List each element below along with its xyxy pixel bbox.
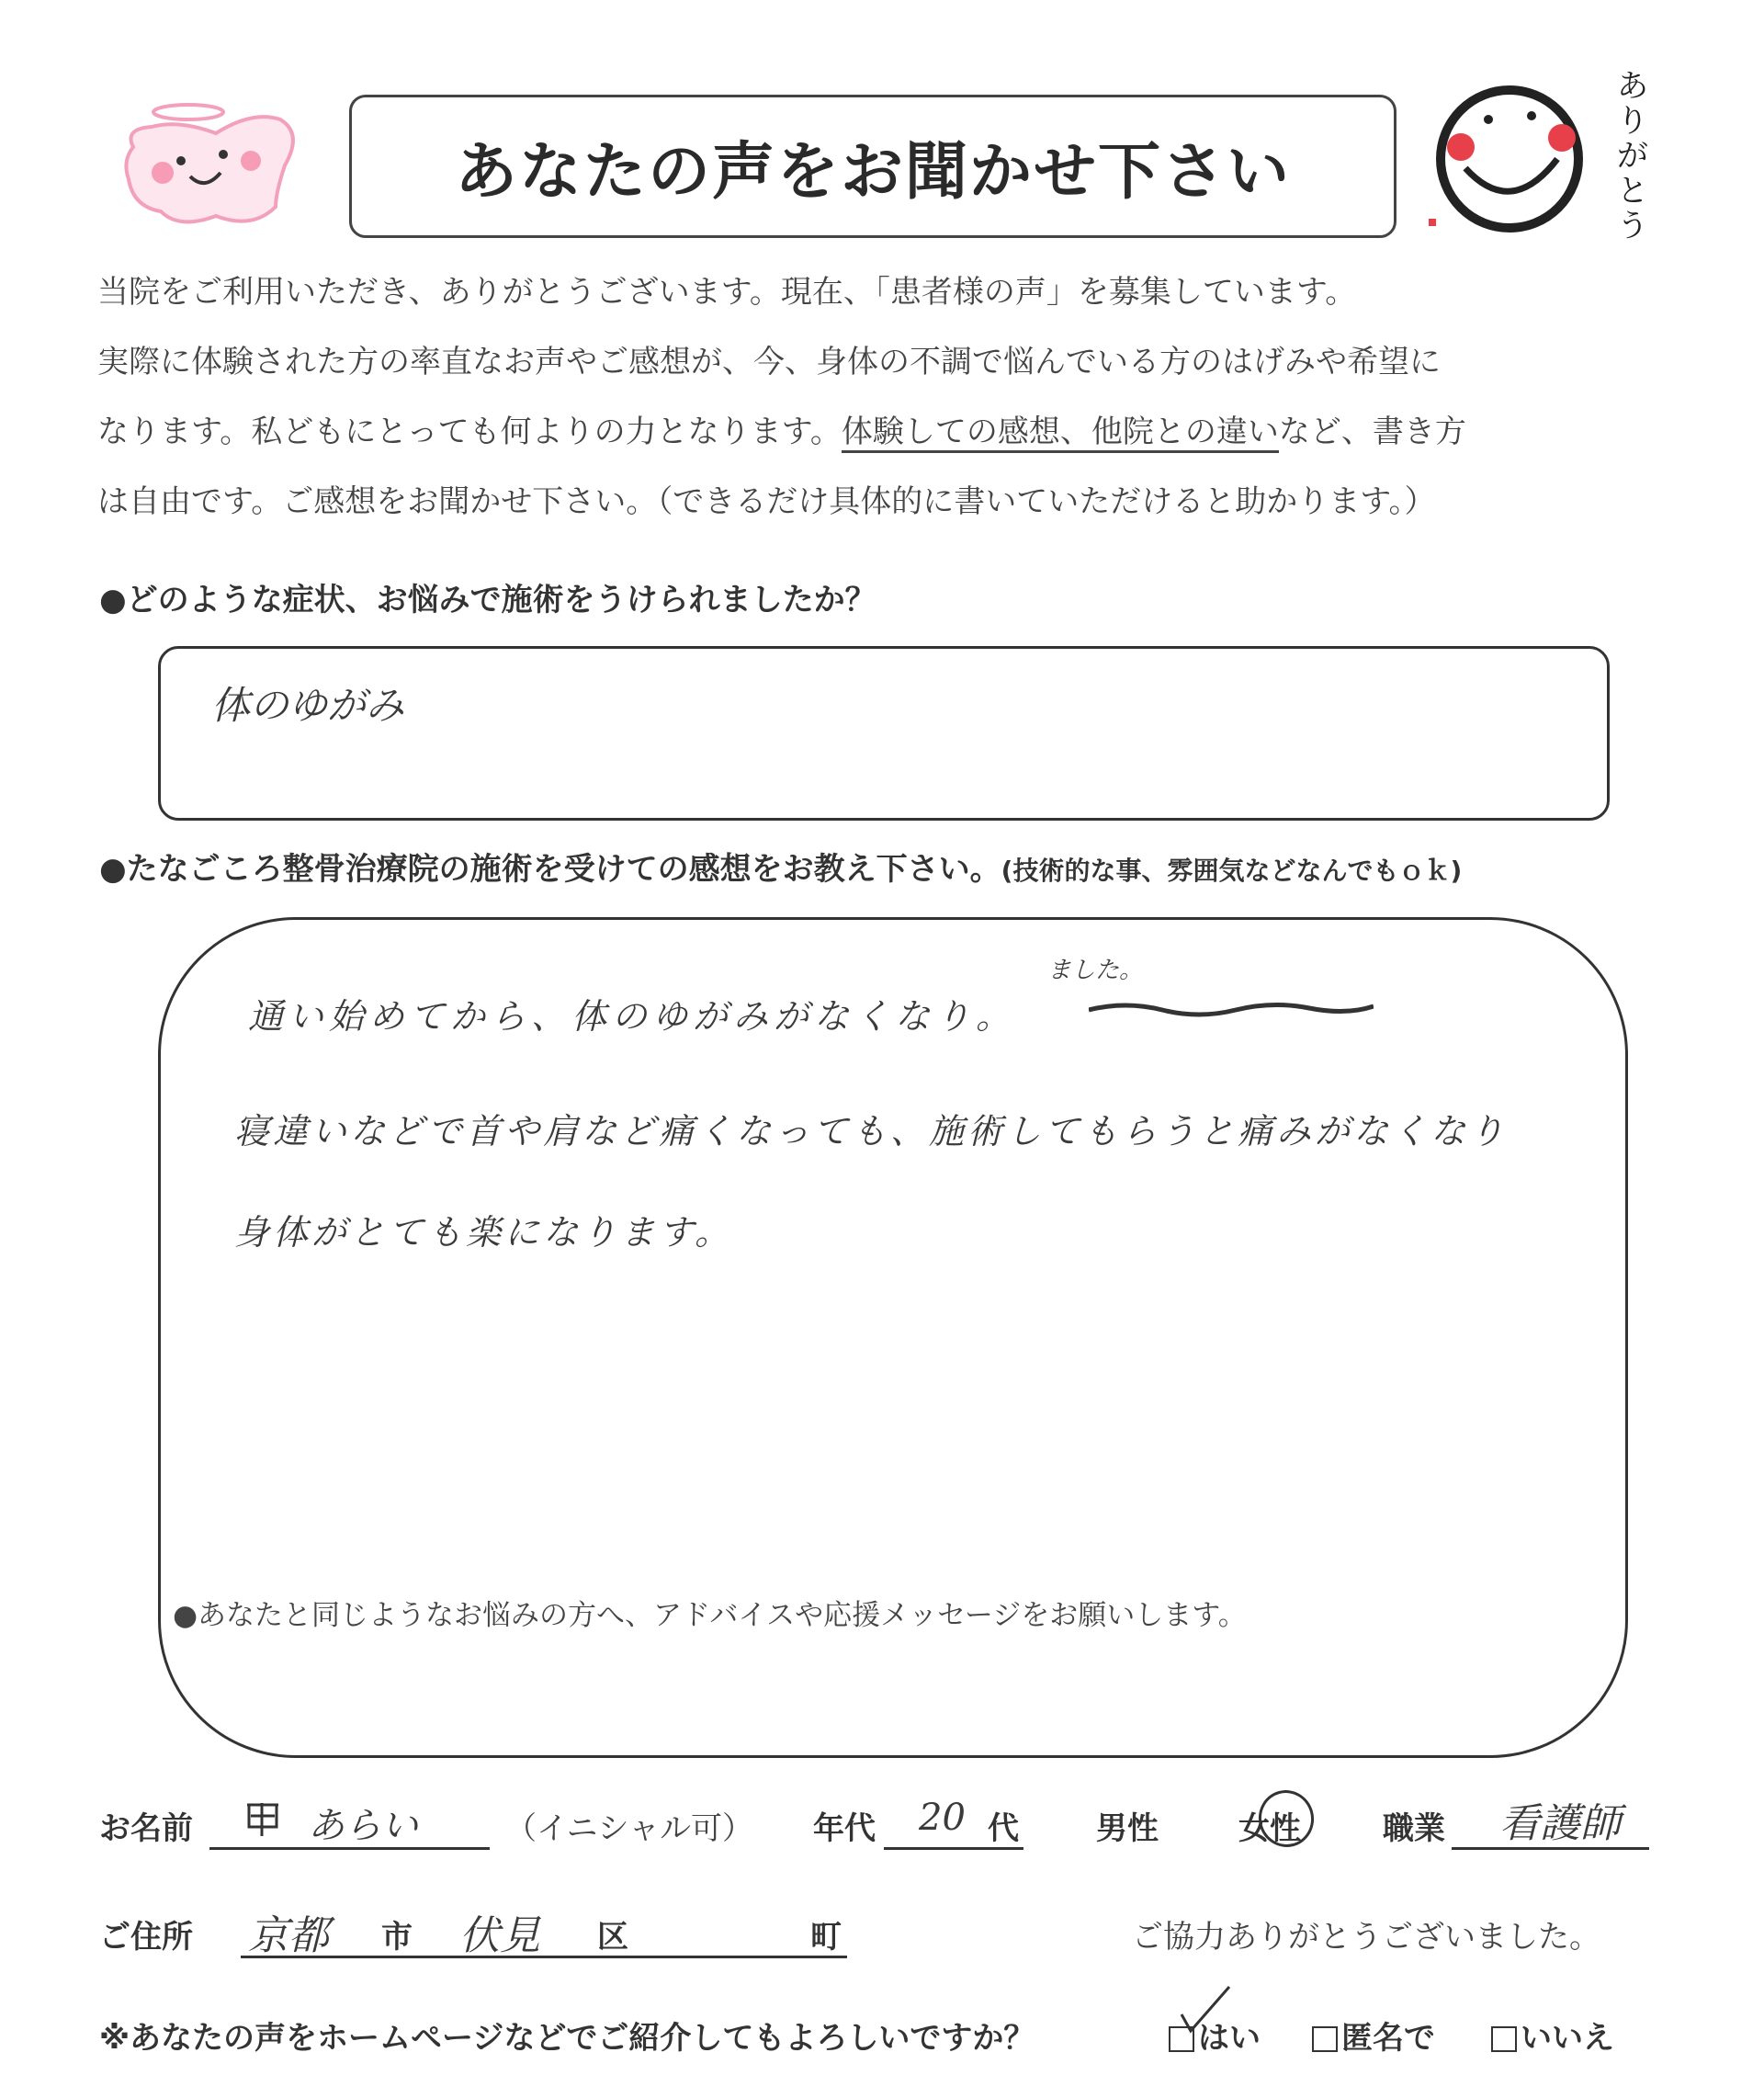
checkmark-icon bbox=[1178, 1983, 1233, 2038]
name-scribble-icon bbox=[243, 1799, 282, 1838]
female-option[interactable]: 女性 bbox=[1238, 1810, 1301, 1847]
answer-impressions-line: 寝違いなどで首や肩など痛くなっても、施術してもらうと痛みがなくなり bbox=[234, 1111, 1509, 1151]
city-unit: 市 bbox=[381, 1919, 413, 1956]
strikethrough-scribble bbox=[1089, 999, 1374, 1019]
question-impressions-note: (技術的な事、雰囲気などなんでもｏｋ) bbox=[1001, 856, 1463, 886]
question-advice: ●あなたと同じようなお悩みの方へ、アドバイスや応援メッセージをお願いします。 bbox=[173, 1599, 1247, 1632]
checkbox-icon[interactable] bbox=[1312, 2026, 1338, 2052]
intro-line: は自由です。ご感想をお聞かせ下さい。（できるだけ具体的に書いていただけると助かります。） bbox=[97, 483, 1436, 520]
consent-option-label: はい bbox=[1198, 2020, 1261, 2057]
question-impressions bbox=[99, 844, 1462, 889]
intro-underlined-segment: 体験しての感想、他院との違い bbox=[842, 414, 1279, 453]
intro-line: 実際に体験された方の率直なお声やご感想が、今、身体の不調で悩んでいる方のはげみや希望に bbox=[97, 344, 1441, 380]
name-label: お名前 bbox=[99, 1810, 193, 1847]
mascot-character-icon bbox=[115, 92, 303, 230]
answer-symptoms: 体のゆがみ bbox=[211, 683, 405, 728]
consent-option-label: 匿名で bbox=[1341, 2020, 1435, 2057]
male-option[interactable]: 男性 bbox=[1096, 1810, 1159, 1847]
consent-option-label: いいえ bbox=[1521, 2020, 1614, 2057]
initial-note: （イニシャル可） bbox=[505, 1810, 753, 1847]
ward-unit: 区 bbox=[597, 1919, 628, 1956]
question-symptoms: ●どのような症状、お悩みで施術をうけられましたか？ bbox=[99, 582, 876, 618]
intro-text-segment: なります。私どもにとっても何よりの力となります。 bbox=[97, 414, 842, 450]
age-unit: 代 bbox=[988, 1810, 1019, 1847]
name-value: あらい bbox=[308, 1805, 418, 1847]
occupation-label: 職業 bbox=[1383, 1810, 1445, 1847]
address-field bbox=[241, 1908, 847, 1958]
question-impressions-text: ●たなごころ整骨治療院の施術を受けての感想をお教え下さい。 bbox=[99, 851, 1001, 888]
age-label: 年代 bbox=[813, 1810, 876, 1847]
answer-impressions-line: 身体がとても楽になります。 bbox=[234, 1212, 733, 1253]
intro-line: 当院をご利用いただき、ありがとうございます。現在、「患者様の声」を募集しています。 bbox=[97, 274, 1357, 311]
address-label: ご住所 bbox=[99, 1919, 193, 1956]
page-title-box bbox=[349, 95, 1396, 238]
town-unit: 町 bbox=[810, 1919, 842, 1956]
answer-box-symptoms bbox=[158, 646, 1610, 821]
address-prefecture: 京都 bbox=[248, 1912, 329, 1959]
age-value: 20 bbox=[919, 1797, 966, 1839]
thanks-message: ご協力ありがとうございました。 bbox=[1132, 1919, 1600, 1956]
page-title: あなたの声をお聞かせ下さい bbox=[454, 135, 1291, 209]
answer-insert-note: ました。 bbox=[1047, 957, 1144, 984]
consent-question: ※あなたの声をホームページなどでご紹介してもよろしいですか？ bbox=[99, 2020, 1035, 2057]
intro-text-segment: など、書き方 bbox=[1278, 414, 1466, 450]
answer-impressions-line: 通い始めてから、体のゆがみがなくなり。 bbox=[248, 996, 1017, 1037]
consent-option-anonymous[interactable] bbox=[1312, 2013, 1435, 2058]
intro-line bbox=[97, 397, 1678, 467]
logo-caption: ありがとう bbox=[1617, 68, 1648, 244]
checkbox-icon[interactable] bbox=[1491, 2026, 1517, 2052]
smiley-face-icon bbox=[1429, 81, 1594, 237]
occupation-value: 看護師 bbox=[1499, 1800, 1621, 1847]
consent-option-no[interactable] bbox=[1491, 2013, 1614, 2058]
address-ward: 伏見 bbox=[459, 1912, 540, 1959]
intro-text bbox=[97, 257, 1678, 537]
